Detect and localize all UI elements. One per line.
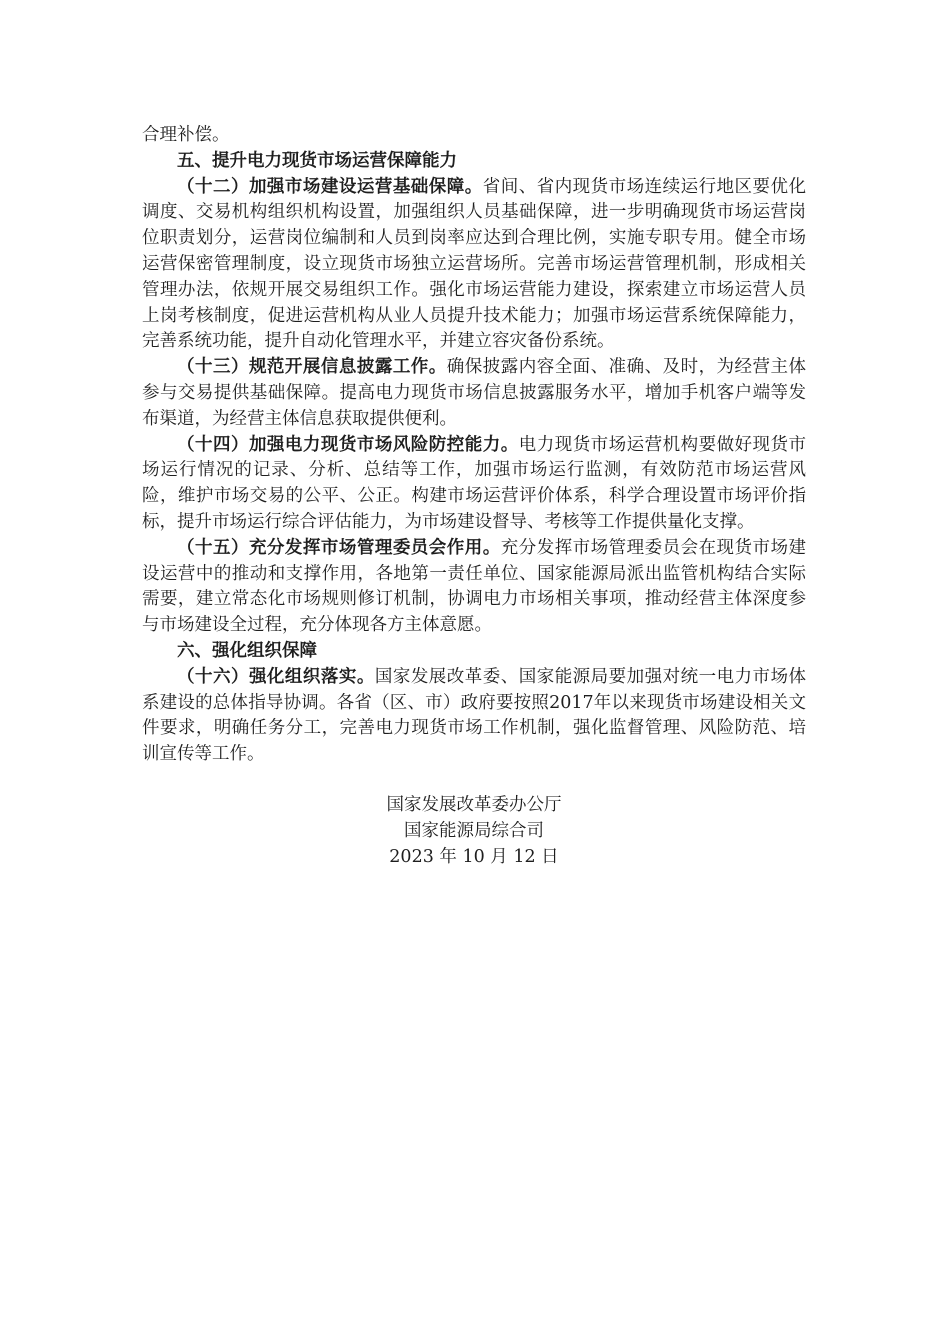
section-heading-6: 六、强化组织保障 (177, 640, 317, 661)
item-title-13: （十三）规范开展信息披露工作。 (177, 357, 447, 378)
document-body (142, 123, 806, 870)
paragraph-item-14 (142, 433, 806, 536)
item-body-15: 充分发挥市场管理委员会在现货市场建设运营中的推动和支撑作用，各地第一责任单位、国家能源局派出监管机构结合实际需要，建立常态化市场规则修订机制，协调电力市场相关事项，推动经营主体深度参与市场建设全过程，充分体现各方主体意愿。 (142, 537, 806, 636)
item-body-12: 省间、省内现货市场连续运行地区要优化调度、交易机构组织机构设置，加强组织人员基础保障，进一步明确现货市场运营岗位职责划分，运营岗位编制和人员到岗率应达到合理比例，实施专职专用。健全市场运营保密管理制度，设立现货市场独立运营场所。完善市场运营管理机制，形成相关管理办法，依规开展交易组织工作。强化市场运营能力建设，探索建立市场运营人员上岗考核制度，促进运营机构从业人员提升技术能力；加强市场运营系统保障能力，完善系统功能，提升自动化管理水平，并建立容灾备份系统。 (142, 176, 806, 352)
paragraph-item-13 (142, 355, 806, 432)
paragraph-item-12 (142, 175, 806, 356)
signature-block (142, 793, 806, 870)
signature-org-nea: 国家能源局综合司 (404, 820, 544, 841)
item-title-12: （十二）加强市场建设运营基础保障。 (177, 176, 483, 197)
signature-org-ndrc: 国家发展改革委办公厅 (386, 794, 562, 815)
carryover-paragraph: 合理补偿。 (142, 125, 230, 145)
paragraph-item-15 (142, 536, 806, 639)
section-heading-5: 五、提升电力现货市场运营保障能力 (177, 150, 457, 171)
item-body-14: 电力现货市场运营机构要做好现货市场运行情况的记录、分析、总结等工作，加强市场运行监测，有效防范市场运营风险，维护市场交易的公平、公正。构建市场运营评价体系，科学合理设置市场评价指标，提升市场运行综合评估能力，为市场建设督导、考核等工作提供量化支撑。 (142, 434, 807, 532)
item-title-16: （十六）强化组织落实。 (177, 666, 375, 687)
item-title-14: （十四）加强电力现货市场风险防控能力。 (177, 434, 519, 455)
item-title-15: （十五）充分发挥市场管理委员会作用。 (177, 537, 501, 558)
item-body-13: 确保披露内容全面、准确、及时，为经营主体参与交易提供基础保障。提高电力现货市场信息披露服务水平，增加手机客户端等发布渠道，为经营主体信息获取提供便利。 (142, 357, 807, 429)
signature-date: 2023 年 10 月 12 日 (389, 846, 559, 867)
paragraph-item-16 (142, 665, 806, 768)
item-body-16: 国家发展改革委、国家能源局要加强对统一电力市场体系建设的总体指导协调。各省（区、市）政府要按照2017年以来现货市场建设相关文件要求，明确任务分工，完善电力现货市场工作机制，强化监督管理、风险防范、培训宣传等工作。 (142, 666, 807, 765)
